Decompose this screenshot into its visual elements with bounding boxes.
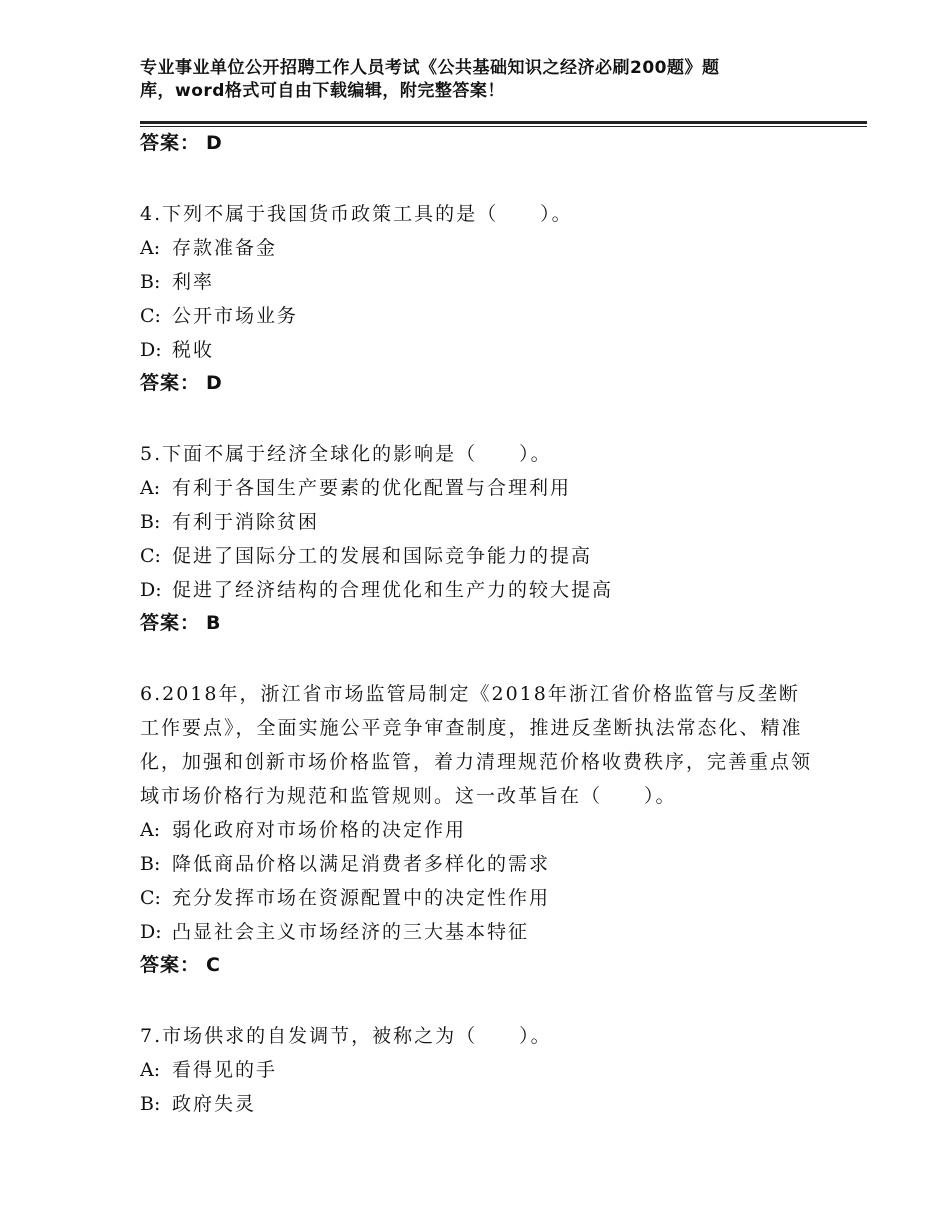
- option-text: 促进了经济结构的合理优化和生产力的较大提高: [172, 579, 614, 601]
- answer-label: 答案：: [140, 612, 201, 634]
- option-c: [140, 539, 820, 573]
- option-b: [140, 505, 820, 539]
- option-c: [140, 881, 820, 915]
- header-line-2: 库，word格式可自由下载编辑，附完整答案！: [140, 81, 505, 101]
- option-c: [140, 299, 820, 333]
- option-b: [140, 847, 820, 881]
- question-5: [140, 437, 820, 637]
- option-key: A:: [140, 1059, 161, 1081]
- answer-value: C: [206, 954, 221, 976]
- option-key: A:: [140, 477, 161, 499]
- document-header: [140, 57, 780, 103]
- header-rule-thick: [140, 121, 867, 124]
- answer: [140, 369, 820, 397]
- option-a: [140, 1053, 820, 1087]
- option-key: C:: [140, 305, 161, 327]
- question-stem: 7.市场供求的自发调节，被称之为（ ）。: [140, 1025, 552, 1047]
- option-text: 利率: [172, 271, 215, 293]
- previous-answer: [140, 129, 820, 157]
- question-7: [140, 1019, 820, 1121]
- option-key: C:: [140, 545, 161, 567]
- option-text: 公开市场业务: [172, 305, 299, 327]
- option-key: C:: [140, 887, 161, 909]
- option-text: 弱化政府对市场价格的决定作用: [172, 819, 467, 841]
- question-6: [140, 677, 820, 979]
- question-stem: 5.下面不属于经济全球化的影响是（ ）。: [140, 443, 552, 465]
- option-b: [140, 1087, 820, 1121]
- answer-value: B: [206, 612, 222, 634]
- option-a: [140, 231, 820, 265]
- option-key: D:: [140, 339, 162, 361]
- option-text: 政府失灵: [172, 1093, 257, 1115]
- option-d: [140, 573, 820, 607]
- answer-label: 答案：: [140, 372, 201, 394]
- option-d: [140, 333, 820, 367]
- option-text: 凸显社会主义市场经济的三大基本特征: [172, 921, 530, 943]
- question-stem: 6.2018年，浙江省市场监管局制定《2018年浙江省价格监管与反垄断工作要点》，全面实施公平竞争审查制度，推进反垄断执法常态化、精准化，加强和创新市场价格监管，着力清理规范价格收费秩序，完善重点领域市场价格行为规范和监管规则。这一改革旨在（ ）。: [140, 683, 813, 807]
- option-b: [140, 265, 820, 299]
- question-list: [140, 129, 820, 1121]
- answer-label: 答案：: [140, 132, 201, 154]
- option-text: 有利于各国生产要素的优化配置与合理利用: [172, 477, 572, 499]
- option-key: A:: [140, 237, 161, 259]
- option-key: D:: [140, 579, 162, 601]
- option-text: 促进了国际分工的发展和国际竞争能力的提高: [172, 545, 593, 567]
- option-key: A:: [140, 819, 161, 841]
- answer-value: D: [206, 132, 223, 154]
- answer: [140, 951, 820, 979]
- option-key: B:: [140, 853, 161, 875]
- answer-value: D: [206, 372, 223, 394]
- option-a: [140, 813, 820, 847]
- option-key: B:: [140, 511, 161, 533]
- question-4: [140, 197, 820, 397]
- option-key: B:: [140, 271, 161, 293]
- option-text: 存款准备金: [172, 237, 278, 259]
- option-text: 有利于消除贫困: [172, 511, 320, 533]
- option-key: B:: [140, 1093, 161, 1115]
- option-text: 看得见的手: [172, 1059, 278, 1081]
- answer-label: 答案：: [140, 954, 201, 976]
- header-line-1: 专业事业单位公开招聘工作人员考试《公共基础知识之经济必刷200题》题: [140, 58, 720, 78]
- header-rule-thin: [140, 126, 867, 127]
- question-stem: 4.下列不属于我国货币政策工具的是（ ）。: [140, 203, 573, 225]
- option-text: 充分发挥市场在资源配置中的决定性作用: [172, 887, 551, 909]
- option-key: D:: [140, 921, 162, 943]
- option-d: [140, 915, 820, 949]
- answer: [140, 609, 820, 637]
- option-a: [140, 471, 820, 505]
- option-text: 税收: [172, 339, 215, 361]
- option-text: 降低商品价格以满足消费者多样化的需求: [172, 853, 551, 875]
